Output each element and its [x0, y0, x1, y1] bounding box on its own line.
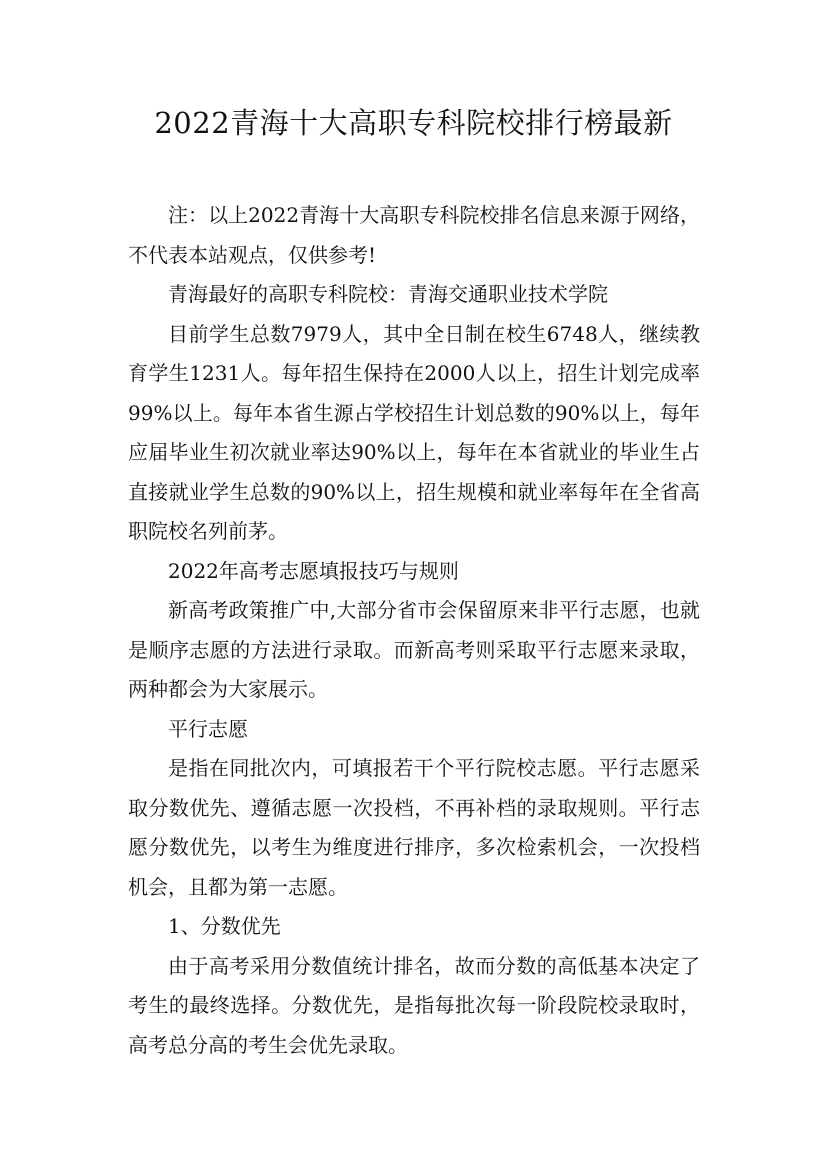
- paragraph-disclaimer: 注：以上2022青海十大高职专科院校排名信息来源于网络，不代表本站观点，仅供参考!: [128, 203, 700, 267]
- paragraph-score-priority: 由于高考采用分数值统计排名，故而分数的高低基本决定了考生的最终选择。分数优先，是指每批次每一阶段院校录取时，高考总分高的考生会优先录取。: [128, 953, 700, 1057]
- paragraph-new-policy: 新高考政策推广中,大部分省市会保留原来非平行志愿，也就是顺序志愿的方法进行录取。而新高考则采取平行志愿来录取，两种都会为大家展示。: [128, 598, 700, 701]
- paragraph-school-stats: 目前学生总数7979人，其中全日制在校生6748人，继续教育学生1231人。每年招生保持在2000人以上，招生计划完成率99%以上。每年本省生源占学校招生计划总数的90%以上，每年应届毕业生初次就业率达90%以上，每年在本省就业的毕业生占直接就业学生总数的90%以上，招生规模和就业率每年在全省高职院校名列前茅。: [128, 321, 700, 543]
- paragraph-parallel-definition: 是指在同批次内，可填报若干个平行院校志愿。平行志愿采取分数优先、遵循志愿一次投档，不再补档的录取规则。平行志愿分数优先，以考生为维度进行排序，多次检索机会，一次投档机会，且都为第一志愿。: [128, 756, 700, 899]
- document-body: [128, 196, 700, 1065]
- paragraph-heading-score-priority: 1、分数优先: [168, 914, 281, 938]
- document-title: 2022青海十大高职专科院校排行榜最新: [154, 106, 673, 140]
- paragraph-best-school: 青海最好的高职专科院校：青海交通职业技术学院: [168, 282, 608, 306]
- paragraph-heading-parallel: 平行志愿: [168, 716, 248, 741]
- paragraph-heading-tips: 2022年高考志愿填报技巧与规则: [168, 558, 459, 583]
